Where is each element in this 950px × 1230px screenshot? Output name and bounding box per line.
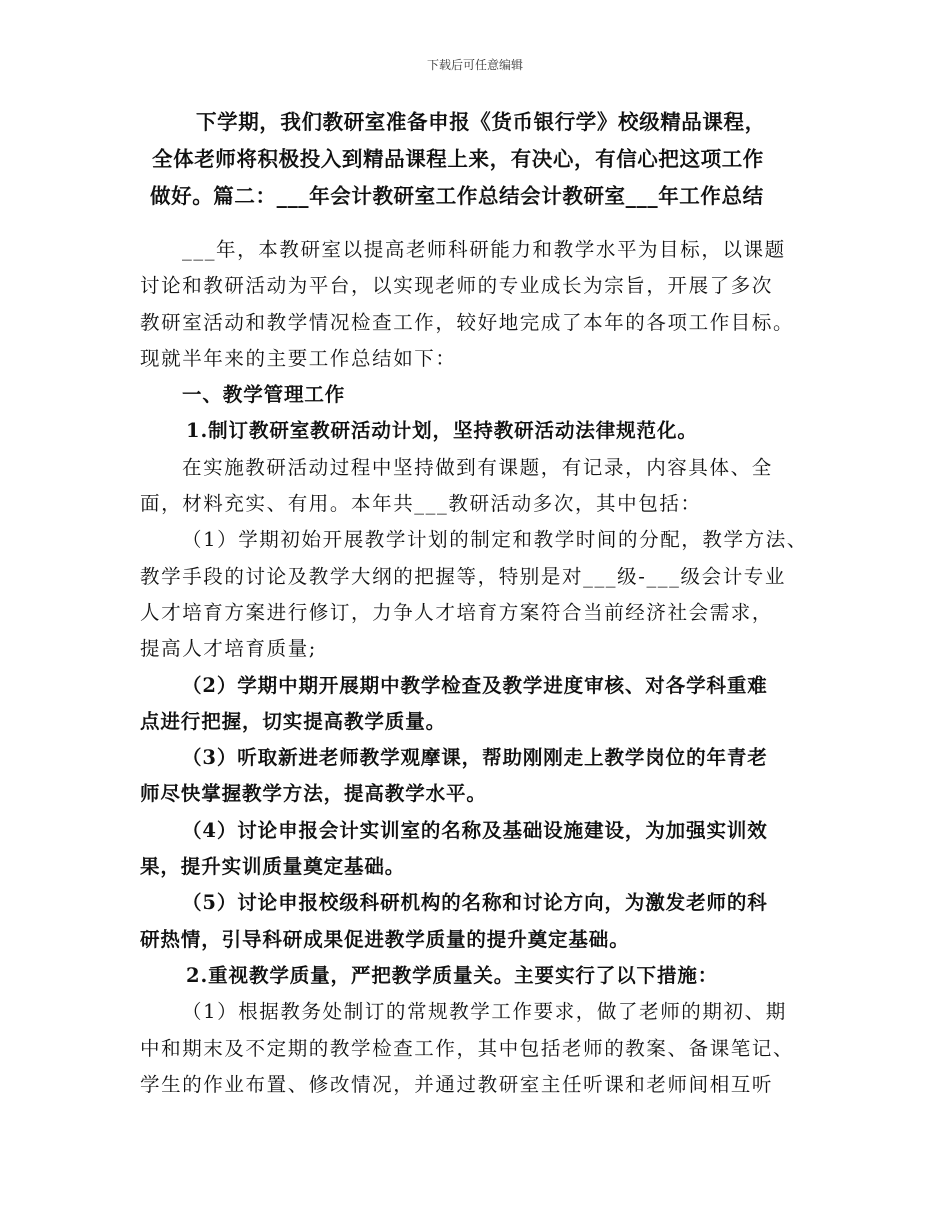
list-item-line: 研热情，引导科研成果促进教学质量的提升奠定基础。 [140,927,630,951]
list-item-line: 提高人才培育质量; [140,637,317,661]
heading-line: 全体老师将积极投入到精品课程上来，有决心，有信心把这项工作 [152,147,764,171]
paragraph-line: 现就半年来的主要工作总结如下： [140,346,457,370]
paragraph-line: 面，材料充实、有用。本年共___教研活动多次，其中包括： [140,492,702,516]
paragraph-line: 教研室活动和教学情况检查工作，较好地完成了本年的各项工作目标。 [140,310,795,334]
list-item-line: （1）根据教务处制订的常规教学工作要求，做了老师的期初、期 [182,1000,787,1024]
body-text [140,232,830,1103]
list-item-line: （1）学期初始开展教学计划的制定和教学时间的分配，教学方法、 [182,528,808,552]
heading-paragraph [150,104,830,215]
subsection-heading: 2.重视教学质量，严把教学质量关。主要实行了以下措施： [186,963,719,987]
heading-line: 下学期，我们教研室准备申报《货币银行学》校级精品课程， [196,110,766,134]
subsection-heading: 1.制订教研室教研活动计划，坚持教研活动法律规范化。 [186,419,698,443]
list-item-line: 师尽快掌握教学方法，提高教学水平。 [140,782,487,806]
list-item-line: 学生的作业布置、修改情况，并通过教研室主任听课和老师间相互听 [140,1072,774,1096]
header-note: 下载后可任意编辑 [426,58,523,72]
list-item-line: （2）学期中期开展期中教学检查及教学进度审核、对各学科重难 [182,673,768,697]
list-item-line: 中和期末及不定期的教学检查工作，其中包括老师的教案、备课笔记、 [140,1036,795,1060]
list-item-line: 点进行把握，切实提高教学质量。 [140,709,447,733]
paragraph-line: 讨论和教研活动为平台，以实现老师的专业成长为宗旨，开展了多次 [140,274,774,298]
list-item-line: 果，提升实训质量奠定基础。 [140,855,406,879]
list-item-line: 教学手段的讨论及教学大纲的把握等，特别是对___级-___级会计专业 [140,564,786,588]
list-item-line: （3）听取新进老师教学观摩课，帮助刚刚走上教学岗位的年青老 [182,746,768,770]
heading-line: 做好。篇二：___年会计教研室工作总结会计教研室___年工作总结 [150,184,764,208]
list-item-line: （5）讨论申报校级科研机构的名称和讨论方向，为激发老师的科 [182,891,768,915]
list-item-line: 人才培育方案进行修订，力争人才培育方案符合当前经济社会需求， [140,600,774,624]
section-heading: 一、教学管理工作 [182,383,346,407]
list-item-line: （4）讨论申报会计实训室的名称及基础设施建设，为加强实训效 [182,818,768,842]
paragraph-line: 在实施教研活动过程中坚持做到有课题，有记录，内容具体、全 [182,455,773,479]
paragraph-line: ___年，本教研室以提高老师科研能力和教学水平为目标，以课题 [182,238,786,261]
